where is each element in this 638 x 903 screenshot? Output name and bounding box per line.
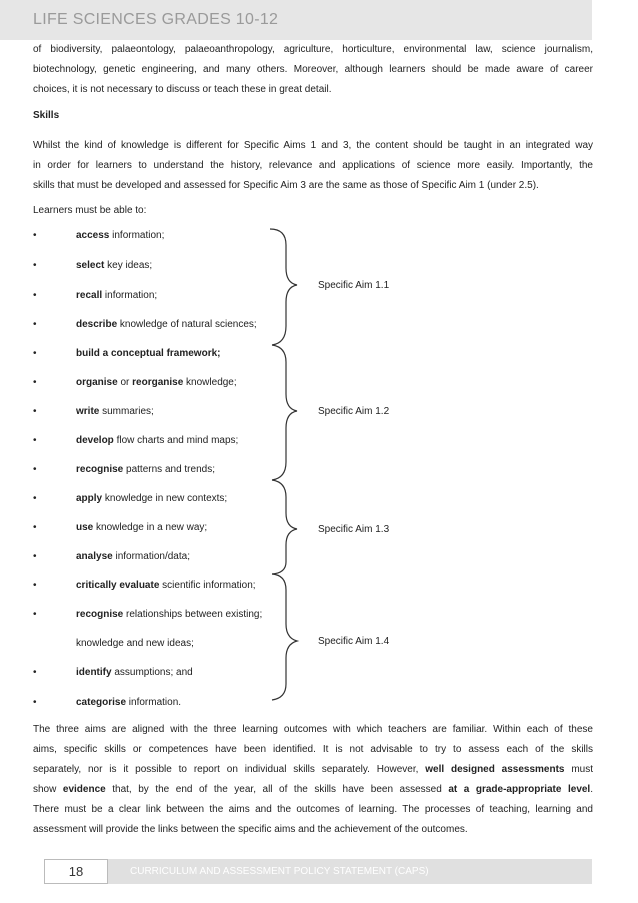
intro-line-1: of biodiversity, palaeontology, palaeoanthropology, agriculture, horticulture, environmental law, science journalism, bbox=[33, 44, 593, 55]
list-item-text: build a conceptual framework; bbox=[76, 348, 221, 359]
list-item-text: knowledge and new ideas; bbox=[76, 638, 194, 649]
bullet-point: • bbox=[33, 290, 37, 301]
bullet-point: • bbox=[33, 260, 37, 271]
skills-lead: Learners must be able to: bbox=[33, 205, 147, 216]
list-item-text: categorise information. bbox=[76, 697, 182, 708]
bullet-point: • bbox=[33, 406, 37, 417]
list-item-text: recall information; bbox=[76, 290, 158, 301]
bullet-point: • bbox=[33, 464, 37, 475]
footer-page-number: 18 bbox=[44, 859, 108, 884]
intro-line-2: biotechnology, genetic engineering, and many others. Moreover, although learners should be made aware of career bbox=[33, 64, 593, 75]
list-item-text: access information; bbox=[76, 230, 165, 241]
list-item-text: organise or reorganise knowledge; bbox=[76, 377, 237, 388]
aim-label-1-1: Specific Aim 1.1 bbox=[318, 280, 390, 291]
intro-line-3: choices, it is not necessary to discuss or teach these in great detail. bbox=[33, 84, 332, 95]
list-item-text: identify assumptions; and bbox=[76, 667, 193, 678]
list-item-text: critically evaluate scientific information; bbox=[76, 580, 256, 591]
bullet-point: • bbox=[33, 609, 37, 620]
closing-line-2: aims, specific skills or competences have been identified. It is not advisable to try to assess each of the skills bbox=[33, 744, 593, 755]
bullet-point: • bbox=[33, 319, 37, 330]
skills-p1-line-3: skills that must be developed and assessed for Specific Aim 3 are the same as those of Specific Aim 1 (under 2.5). bbox=[33, 180, 539, 191]
list-item-text: develop flow charts and mind maps; bbox=[76, 435, 239, 446]
brace-aim-1-4 bbox=[272, 574, 297, 700]
list-item-text: apply knowledge in new contexts; bbox=[76, 493, 228, 504]
closing-line-5: There must be a clear link between the aims and the outcomes of learning. The processes of teaching, learning and bbox=[33, 804, 593, 815]
bullet-point: • bbox=[33, 580, 37, 591]
aim-label-1-3: Specific Aim 1.3 bbox=[318, 524, 390, 535]
skills-p1-line-2: in order for learners to understand the history, relevance and applications of science more easily. Importantly, the bbox=[33, 160, 593, 171]
brace-aim-1-3 bbox=[272, 480, 297, 574]
bullet-point: • bbox=[33, 377, 37, 388]
closing-line-3: separately, nor is it possible to report on individual skills separately. However, well designed assessments must bbox=[33, 764, 593, 775]
list-item-text: analyse information/data; bbox=[76, 551, 190, 562]
header-title: LIFE SCIENCES GRADES 10-12 bbox=[33, 11, 279, 28]
list-item-text: recognise relationships between existing; bbox=[76, 609, 263, 620]
closing-line-6: assessment will provide the links between the specific aims and the achievement of the outcomes. bbox=[33, 824, 468, 835]
skills-p1-line-1: Whilst the kind of knowledge is different for Specific Aims 1 and 3, the content should be taught in an integrated way bbox=[33, 140, 593, 151]
list-item-text: write summaries; bbox=[76, 406, 154, 417]
bullet-point: • bbox=[33, 230, 37, 241]
list-item-text: recognise patterns and trends; bbox=[76, 464, 215, 475]
brace-aim-1-1 bbox=[270, 229, 297, 345]
list-item-text: use knowledge in a new way; bbox=[76, 522, 208, 533]
list-item-text: select key ideas; bbox=[76, 260, 153, 271]
brace-aim-1-2 bbox=[272, 345, 297, 480]
closing-line-1: The three aims are aligned with the three learning outcomes with which teachers are familiar. Within each of these bbox=[33, 724, 593, 735]
aim-label-1-2: Specific Aim 1.2 bbox=[318, 406, 390, 417]
bullet-point: • bbox=[33, 348, 37, 359]
list-item-text: describe knowledge of natural sciences; bbox=[76, 319, 257, 330]
footer-title: CURRICULUM AND ASSESSMENT POLICY STATEMENT (CAPS) bbox=[130, 866, 429, 877]
aim-label-1-4: Specific Aim 1.4 bbox=[318, 636, 390, 647]
skills-heading: Skills bbox=[33, 110, 60, 121]
bullet-point: • bbox=[33, 667, 37, 678]
bullet-point: • bbox=[33, 522, 37, 533]
bullet-point: • bbox=[33, 435, 37, 446]
closing-line-4: show evidence that, by the end of the year, all of the skills have been assessed at a grade-appropriate level. bbox=[33, 784, 593, 795]
bullet-point: • bbox=[33, 697, 37, 708]
bullet-point: • bbox=[33, 493, 37, 504]
bullet-point: • bbox=[33, 551, 37, 562]
